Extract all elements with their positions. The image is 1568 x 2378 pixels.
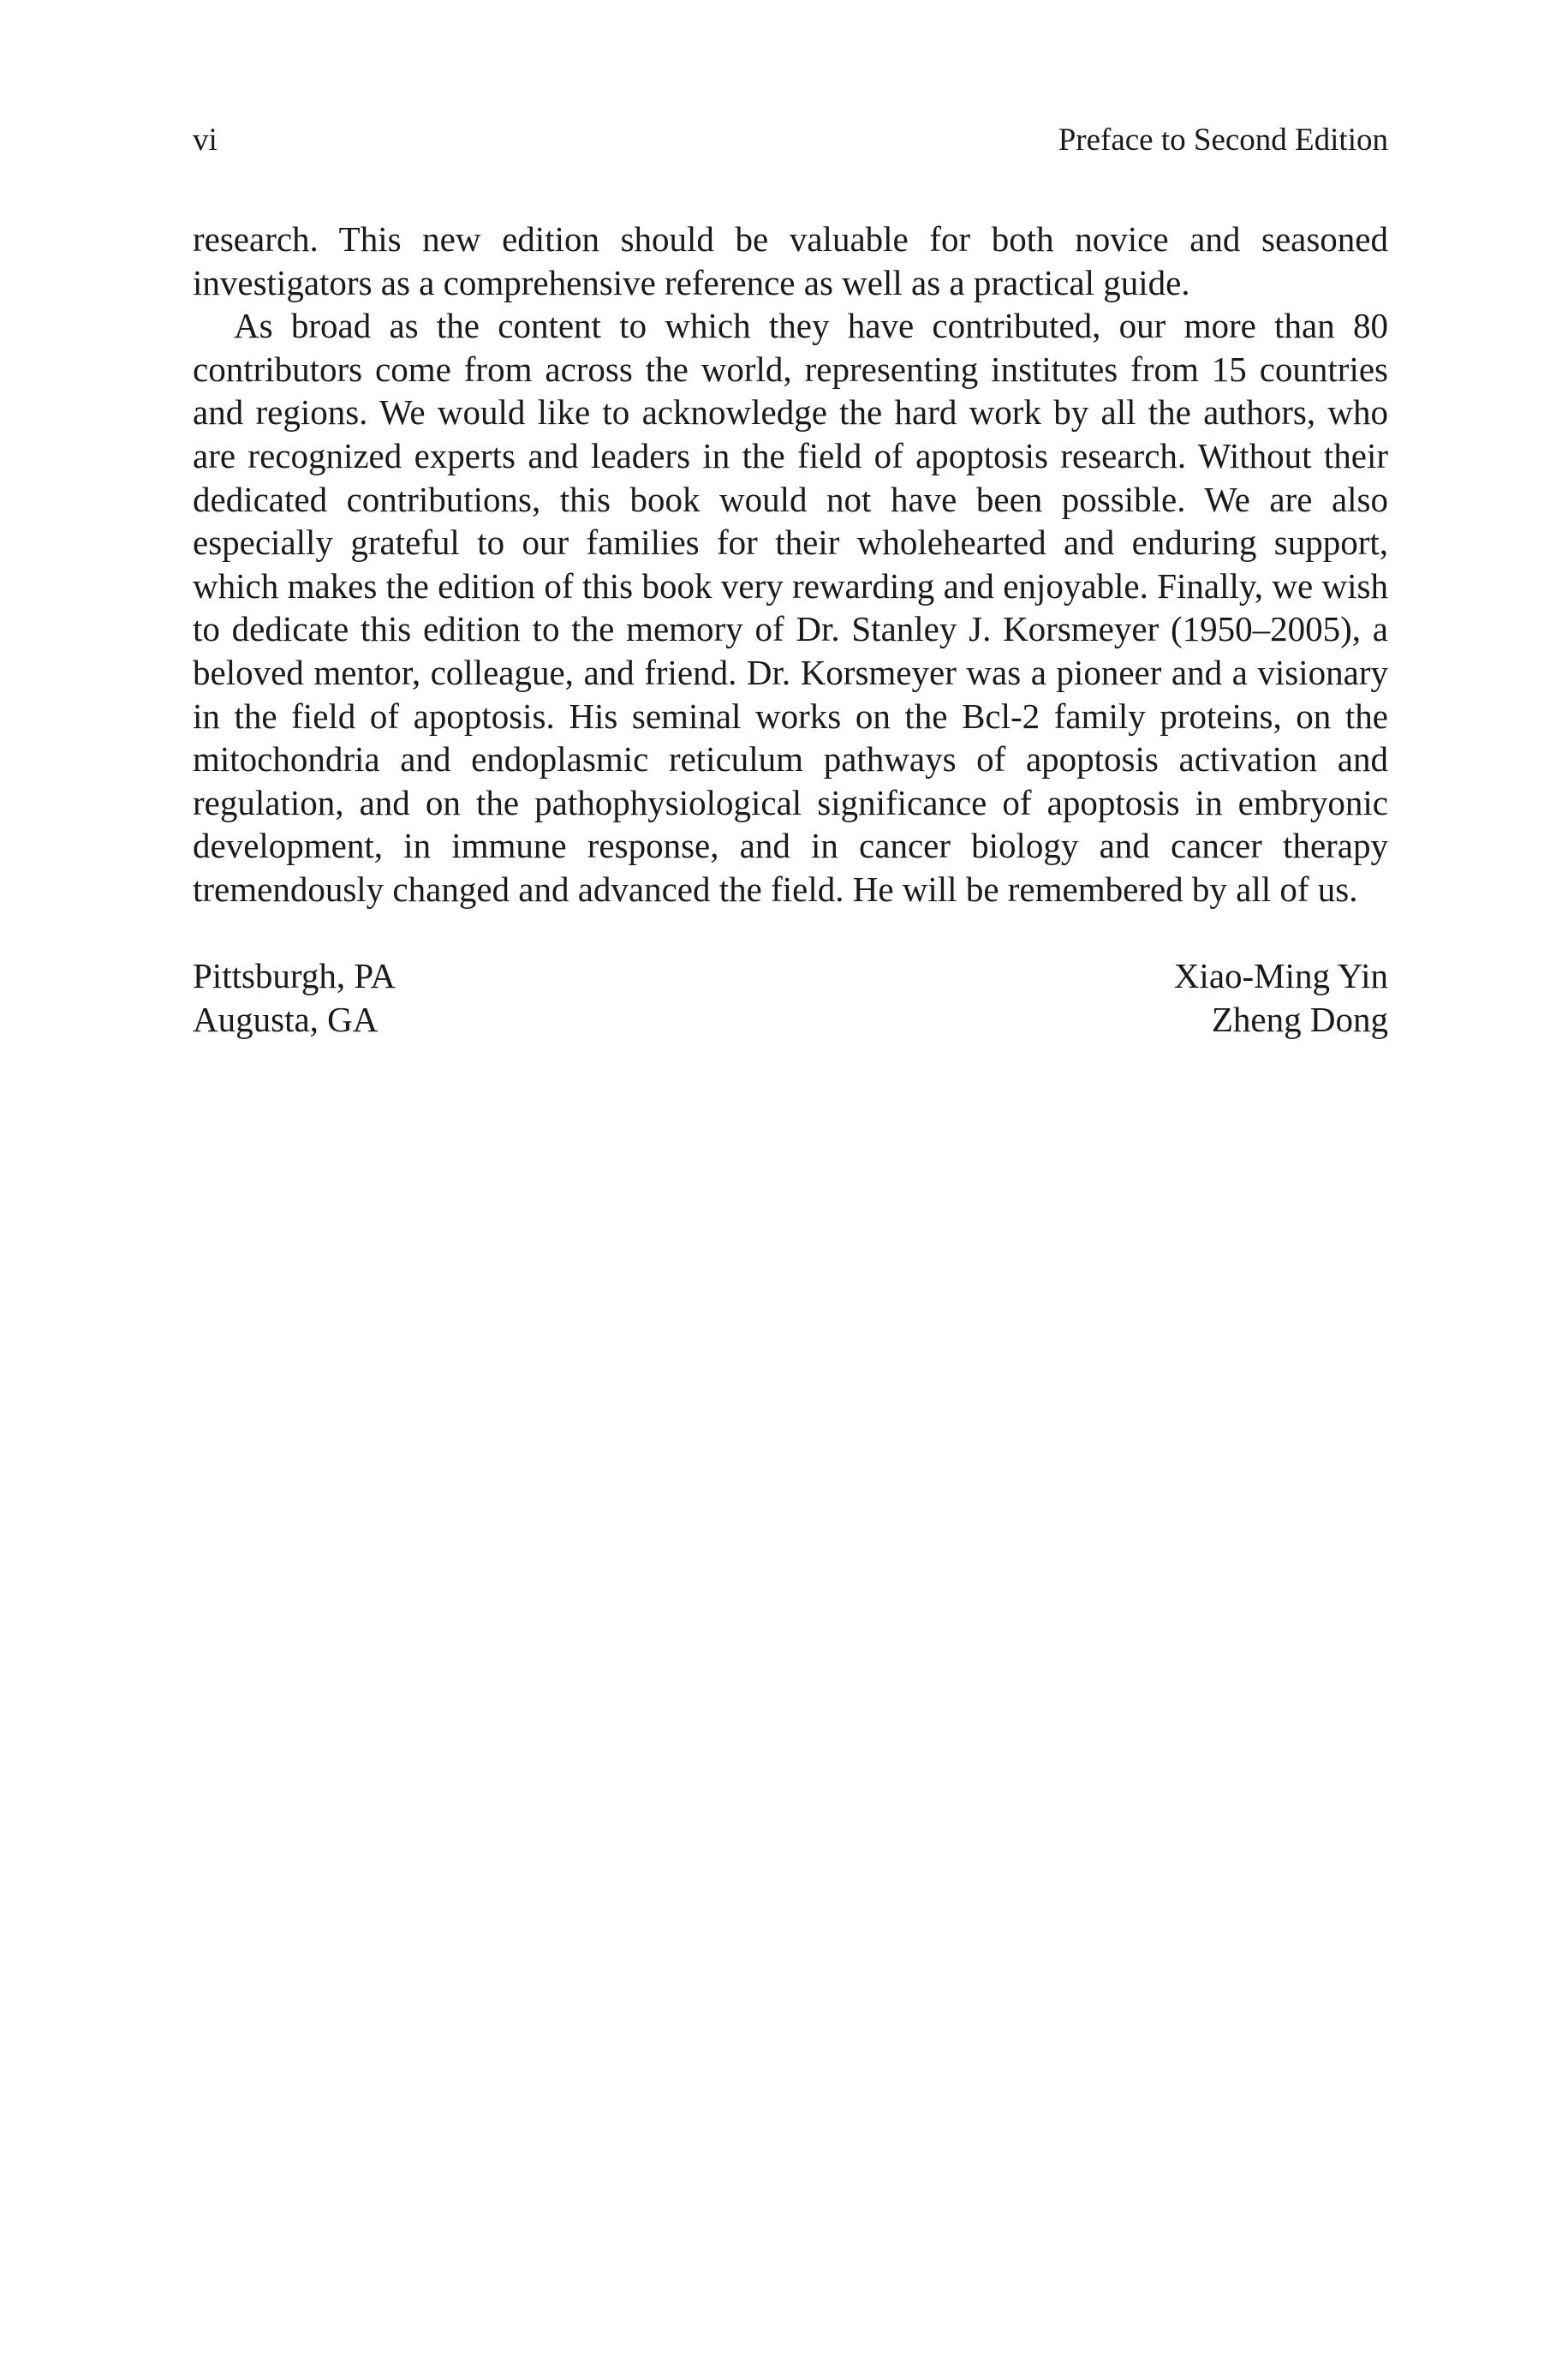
paragraph-acknowledgements: As broad as the content to which they have contributed, our more than 80 contributors come from across the world, representing institutes from 15 countries and regions. We would like to acknowledge the hard work by all the authors, who are recognized experts and leaders in the field of apoptosis research. Without their dedicated contributions, this book would not have been possible. We are also especially grateful to our families for their wholehearted and enduring support, which makes the edition of this book very rewarding and enjoyable. Finally, we wish to dedicate this edition to the memory of Dr. Stanley J. Korsmeyer (1950–2005), a beloved mentor, colleague, and friend. Dr. Korsmeyer was a pioneer and a visionary in the field of apoptosis. His seminal works on the Bcl-2 family proteins, on the mitochondria and endoplasmic reticulum pathways of apoptosis activation and regulation, and on the pathophysiological significance of apoptosis in embryonic development, in immune response, and in cancer biology and cancer therapy tremendously changed and advanced the field. He will be remembered by all of us.: [193, 306, 1388, 909]
signature-authors: [1174, 954, 1388, 1042]
location-augusta: Augusta, GA: [193, 999, 379, 1039]
preface-body: [193, 218, 1388, 911]
signature-locations: [193, 954, 396, 1042]
signature-block: [193, 954, 1388, 1042]
running-head: [193, 120, 1388, 161]
running-title: Preface to Second Edition: [1058, 122, 1388, 158]
location-pittsburgh: Pittsburgh, PA: [193, 955, 396, 995]
author-yin: Xiao-Ming Yin: [1173, 955, 1388, 995]
book-page: [193, 120, 1388, 1042]
author-dong: Zheng Dong: [1211, 999, 1388, 1039]
paragraph-continued: research. This new edition should be valuable for both novice and seasoned investigators as a comprehensive reference as well as a practical guide.: [193, 219, 1388, 302]
page-number: vi: [193, 122, 218, 158]
